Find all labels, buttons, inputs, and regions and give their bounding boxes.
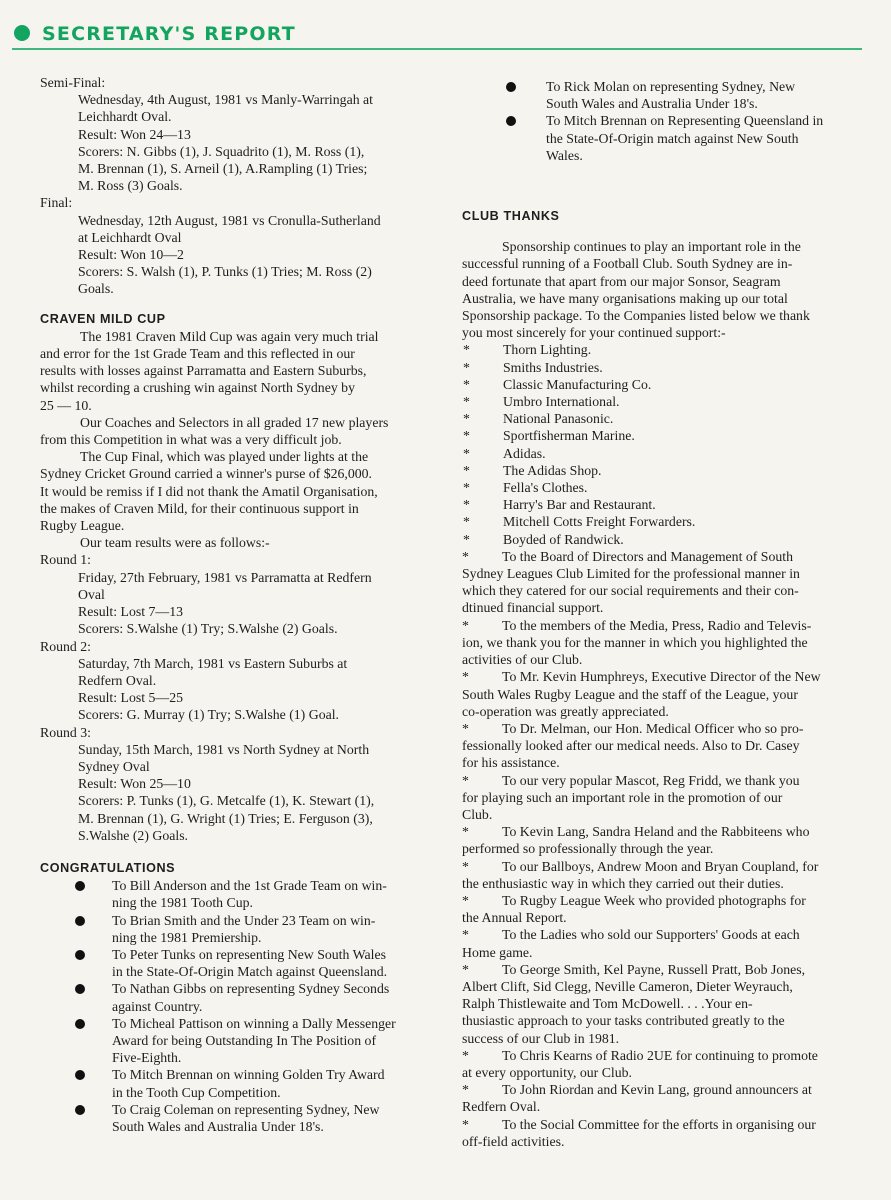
sponsor-item [462,531,862,548]
asterisk-icon: * [463,359,470,375]
round-detail-line: Oval [78,586,105,602]
thanks-line: Redfern Oval. [462,1099,541,1115]
semi-final-line: Wednesday, 4th August, 1981 vs Manly-Warringah at [78,92,373,108]
asterisk-icon: * [462,858,469,874]
asterisk-icon: * [462,720,469,736]
bullet-icon [75,881,85,891]
semi-final-label: Semi-Final: [40,75,106,90]
bullet-icon [75,1105,85,1115]
asterisk-icon: * [462,772,469,788]
congratulation-item [462,78,862,112]
asterisk-icon: * [463,497,470,513]
congratulation-line: against Country. [112,998,203,1014]
thanks-line: South Wales Rugby League and the staff of the League, your [462,686,798,702]
semi-final-line: M. Ross (3) Goals. [78,178,183,194]
semi-final-line: Leichhardt Oval. [78,109,172,125]
round-detail-line: Sydney Oval [78,758,150,774]
thanks-line: the Annual Report. [462,910,567,926]
sponsor-item [462,445,862,462]
congratulation-item [462,112,862,164]
thanks-text: To Dr. Melman, our Hon. Medical Officer who so pro- [502,720,804,736]
sponsor-name: Harry's Bar and Restaurant. [503,497,656,513]
thanks-line: success of our Club in 1981. [462,1030,620,1046]
asterisk-icon: * [463,514,470,530]
thanks-text: To Kevin Lang, Sandra Heland and the Rabbiteens who [502,824,810,840]
thanks-text: To Chris Kearns of Radio 2UE for continuing to promote [502,1047,818,1063]
sponsor-item [462,410,862,427]
thanks-line [462,720,862,737]
thanks-paragraph [462,926,862,960]
congratulation-line: ning the 1981 Premiership. [112,929,262,945]
round-detail-line: Scorers: S.Walshe (1) Try; S.Walshe (2) Goals. [78,621,338,637]
round-label: Round 3: [40,724,91,740]
round-detail-line: S.Walshe (2) Goals. [78,827,189,843]
sponsor-name: Fella's Clothes. [503,480,588,496]
thanks-line: ion, we thank you for the manner in which you highlighted the [462,634,808,650]
final-line: Wednesday, 12th August, 1981 vs Cronulla-Sutherland [78,212,381,228]
page-title: SECRETARY'S REPORT [42,23,296,45]
sponsorship-intro-line: Sponsorship continues to play an important role in the [502,239,801,255]
craven-text-line: Our team results were as follows:- [80,535,270,551]
thanks-text: To the Ladies who sold our Supporters' Goods at each [502,927,800,943]
bullet-icon [75,950,85,960]
congratulation-line: To Craig Coleman on representing Sydney, New [112,1101,380,1117]
thanks-paragraph [462,772,862,824]
sponsor-item [462,393,862,410]
asterisk-icon: * [463,394,470,410]
sponsorship-intro-line: you most sincerely for your continued support:- [462,325,726,341]
thanks-line: Sydney Leagues Club Limited for the professional manner in [462,566,800,582]
asterisk-icon: * [462,824,469,840]
thanks-line [462,858,862,875]
round-detail-line: Saturday, 7th March, 1981 vs Eastern Suburbs at [78,655,348,671]
thanks-text: To Rugby League Week who provided photographs for [502,892,806,908]
sponsorship-intro-line: Sponsorship package. To the Companies listed below we thank [462,308,810,324]
semi-final-details [40,91,435,194]
thanks-line: fessionally looked after our medical needs. Also to Dr. Casey [462,738,800,754]
craven-text-line: Rugby League. [40,518,125,534]
thanks-line [462,1081,862,1098]
congratulation-line: Award for being Outstanding In The Position of [112,1032,377,1048]
asterisk-icon: * [462,927,469,943]
sponsor-item [462,479,862,496]
asterisk-icon: * [462,892,469,908]
thanks-line [462,926,862,943]
round-detail-line: Result: Won 25—10 [78,776,191,792]
congratulation-item [40,912,435,946]
final-details [40,212,435,298]
semi-final-line: M. Brennan (1), S. Arneil (1), A.Rampling (1) Tries; [78,161,368,177]
round-results [40,551,435,843]
thanks-paragraphs [462,548,862,1150]
round-detail-line: Result: Lost 5—25 [78,690,184,706]
report-header [12,20,862,50]
thanks-line: off-field activities. [462,1133,565,1149]
thanks-line [462,668,862,685]
asterisk-icon: * [463,462,470,478]
congratulation-line: To Brian Smith and the Under 23 Team on win- [112,912,376,928]
congratulation-line: Five-Eighth. [112,1050,182,1066]
congratulations-list [40,877,435,1135]
thanks-line [462,892,862,909]
sponsor-item [462,427,862,444]
bullet-icon [75,1019,85,1029]
final-line: at Leichhardt Oval [78,229,182,245]
thanks-line: which they catered for our social requirements and their con- [462,583,799,599]
thanks-line [462,1116,862,1133]
bullet-icon [75,984,85,994]
thanks-text: To our very popular Mascot, Reg Fridd, we thank you [502,772,800,788]
congratulation-line: To Peter Tunks on representing New South Wales [112,946,386,962]
craven-text-line: the makes of Craven Mild, for their continuous support in [40,500,359,516]
congratulation-item [40,980,435,1014]
final-line: Scorers: S. Walsh (1), P. Tunks (1) Tries; M. Ross (2) [78,264,372,280]
congratulation-line: To Nathan Gibbs on representing Sydney Seconds [112,981,390,997]
header-rule [12,48,862,50]
thanks-line: Albert Clift, Sid Clegg, Neville Cameron, Dieter Weyrauch, [462,978,793,994]
thanks-text: To John Riordan and Kevin Lang, ground announcers at [502,1082,812,1098]
congratulation-line: South Wales and Australia Under 18's. [112,1118,324,1134]
sponsor-name: Classic Manufacturing Co. [503,376,652,392]
craven-text-line: The Cup Final, which was played under lights at the [80,449,369,465]
craven-text-line: The 1981 Craven Mild Cup was again very much trial [80,328,379,344]
thanks-text: To our Ballboys, Andrew Moon and Bryan Coupland, for [502,858,819,874]
semi-final-line: Scorers: N. Gibbs (1), J. Squadrito (1), M. Ross (1), [78,143,365,159]
asterisk-icon: * [462,1082,469,1098]
congratulation-line: To Bill Anderson and the 1st Grade Team on win- [112,878,387,894]
sponsor-item [462,376,862,393]
club-thanks-heading: CLUB THANKS [462,209,560,224]
congratulation-line: ning the 1981 Tooth Cup. [112,895,253,911]
final-label: Final: [40,195,73,211]
thanks-paragraph [462,858,862,892]
asterisk-icon: * [462,961,469,977]
congratulation-item [40,1015,435,1067]
congratulation-line: Wales. [546,147,583,163]
thanks-line: Ralph Thistlewaite and Tom McDowell. . . .Your en- [462,996,753,1012]
congratulation-line: To Mitch Brennan on Representing Queensland in [546,113,824,129]
thanks-paragraph [462,823,862,857]
congratulation-item [40,946,435,980]
congratulations-heading: CONGRATULATIONS [40,860,176,875]
asterisk-icon: * [462,1047,469,1063]
thanks-paragraph [462,617,862,669]
round-detail-line: M. Brennan (1), G. Wright (1) Tries; E. Ferguson (3), [78,810,373,826]
sponsor-name: National Panasonic. [503,411,614,427]
sponsor-name: Mitchell Cotts Freight Forwarders. [503,514,696,530]
asterisk-icon: * [463,445,470,461]
bullet-dot-icon [14,25,30,41]
thanks-paragraph [462,1081,862,1115]
thanks-line: co-operation was greatly appreciated. [462,703,669,719]
round-detail-line: Redfern Oval. [78,672,157,688]
sponsor-name: Thorn Lighting. [503,342,592,358]
thanks-paragraph [462,668,862,720]
sponsorship-intro-line: successful running of a Football Club. South Sydney are in- [462,256,793,272]
sponsorship-intro [462,238,862,341]
thanks-text: To the Board of Directors and Management of South [502,548,793,564]
asterisk-icon: * [463,376,470,392]
sponsor-name: Sportfisherman Marine. [503,428,635,444]
congratulation-item [40,1101,435,1135]
craven-text-line: Sydney Cricket Ground carried a winner's purse of $26,000. [40,466,372,482]
sponsor-item [462,462,862,479]
sponsor-name: Adidas. [503,445,546,461]
round-label: Round 1: [40,552,91,568]
thanks-line: dtinued financial support. [462,600,604,616]
round-detail-line: Result: Lost 7—13 [78,604,184,620]
thanks-line: the enthusiastic way in which they carried out their duties. [462,875,784,891]
thanks-line: for his assistance. [462,755,560,771]
bullet-icon [506,116,516,126]
thanks-line [462,617,862,634]
bullet-icon [75,1070,85,1080]
thanks-text: To George Smith, Kel Payne, Russell Pratt, Bob Jones, [502,961,806,977]
sponsor-item [462,359,862,376]
thanks-text: To the members of the Media, Press, Radio and Televis- [502,617,812,633]
round-detail-line: Scorers: P. Tunks (1), G. Metcalfe (1), K. Stewart (1), [78,793,375,809]
asterisk-icon: * [462,669,469,685]
thanks-paragraph [462,961,862,1047]
asterisk-icon: * [462,548,469,564]
sponsor-name: The Adidas Shop. [503,462,602,478]
bullet-icon [506,82,516,92]
craven-text-line: from this Competition in what was a very difficult job. [40,432,342,448]
congratulation-line: South Wales and Australia Under 18's. [546,96,758,112]
sponsor-list [462,341,862,547]
thanks-line: Club. [462,806,493,822]
asterisk-icon: * [463,531,470,547]
round-detail-line: Scorers: G. Murray (1) Try; S.Walshe (1) Goal. [78,707,339,723]
thanks-line: performed so professionally through the year. [462,841,714,857]
craven-text-line: Our Coaches and Selectors in all graded 17 new players [80,414,389,430]
round-detail-line: Sunday, 15th March, 1981 vs North Sydney at North [78,741,370,757]
bullet-icon [75,916,85,926]
thanks-line [462,823,862,840]
congratulation-line: in the State-Of-Origin Match against Queensland. [112,964,388,980]
round-label: Round 2: [40,638,91,654]
thanks-paragraph [462,720,862,772]
asterisk-icon: * [463,342,470,358]
thanks-line: at every opportunity, our Club. [462,1064,633,1080]
thanks-line [462,1047,862,1064]
sponsorship-intro-line: deed fortunate that apart from our major Sonsor, Seagram [462,273,781,289]
sponsor-name: Umbro International. [503,394,620,410]
thanks-line [462,772,862,789]
round-detail-line: Friday, 27th February, 1981 vs Parramatta at Redfern [78,569,372,585]
thanks-line [462,961,862,978]
thanks-paragraph [462,892,862,926]
sponsor-name: Boyded of Randwick. [503,531,624,547]
congratulation-line: To Micheal Pattison on winning a Dally Messenger [112,1015,396,1031]
asterisk-icon: * [463,428,470,444]
craven-text-line: and error for the 1st Grade Team and this reflected in our [40,346,355,362]
asterisk-icon: * [462,1116,469,1132]
congratulations-list-continued [462,78,862,164]
sponsor-item [462,513,862,530]
congratulation-item [40,877,435,911]
sponsor-item [462,496,862,513]
thanks-line: thusiastic approach to your tasks contributed greatly to the [462,1013,785,1029]
sponsorship-intro-line: Australia, we have many organisations making up our total [462,290,788,306]
thanks-paragraph [462,1116,862,1150]
final-line: Result: Won 10—2 [78,247,184,263]
craven-text-line: 25 — 10. [40,397,92,413]
thanks-paragraph [462,1047,862,1081]
left-column [40,74,435,1135]
thanks-line: activities of our Club. [462,652,583,668]
congratulation-line: To Rick Molan on representing Sydney, New [546,79,796,94]
congratulation-line: To Mitch Brennan on winning Golden Try Award [112,1067,385,1083]
final-line: Goals. [78,281,114,297]
sponsor-item [462,341,862,358]
thanks-line: for playing such an important role in the promotion of our [462,789,783,805]
thanks-line: Home game. [462,944,533,960]
asterisk-icon: * [463,411,470,427]
thanks-text: To the Social Committee for the efforts in organising our [502,1116,816,1132]
asterisk-icon: * [462,617,469,633]
asterisk-icon: * [463,480,470,496]
craven-text-line: It would be remiss if I did not thank the Amatil Organisation, [40,483,378,499]
craven-mild-cup-text [40,328,435,552]
thanks-line [462,548,862,565]
craven-text-line: results with losses against Parramatta and Eastern Suburbs, [40,363,367,379]
thanks-paragraph [462,548,862,617]
craven-mild-cup-heading: CRAVEN MILD CUP [40,311,166,326]
sponsor-name: Smiths Industries. [503,359,603,375]
craven-text-line: whilst recording a crushing win against North Sydney by [40,380,355,396]
congratulation-item [40,1066,435,1100]
thanks-text: To Mr. Kevin Humphreys, Executive Director of the New [502,669,821,685]
semi-final-line: Result: Won 24—13 [78,126,191,142]
congratulation-line: in the Tooth Cup Competition. [112,1084,281,1100]
right-column [462,78,862,1150]
congratulation-line: the State-Of-Origin match against New South [546,130,799,146]
